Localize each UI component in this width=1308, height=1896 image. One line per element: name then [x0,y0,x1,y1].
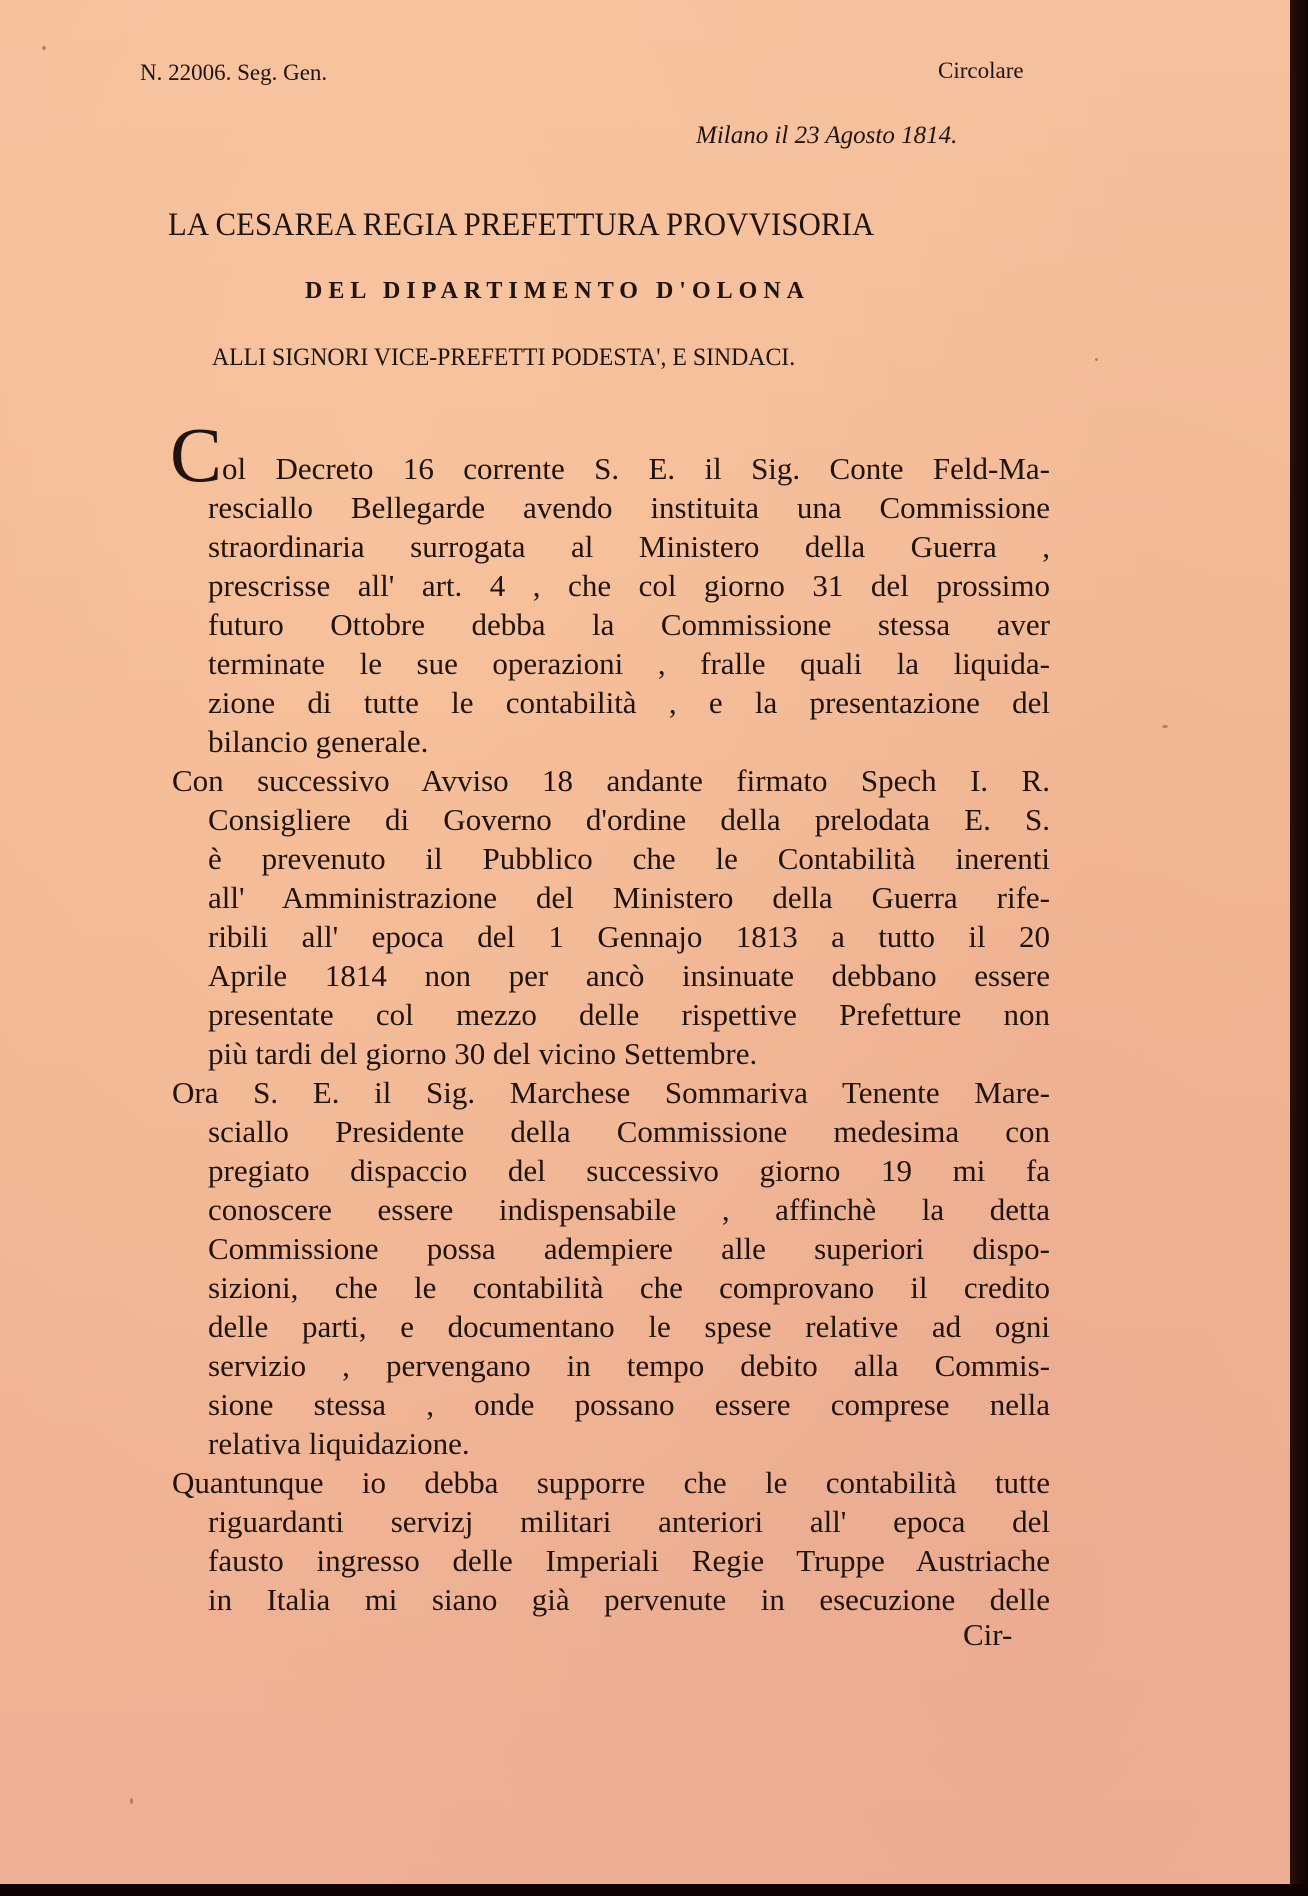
body-line: straordinaria surrogata al Ministero della Guerra , [208,529,1050,564]
body-line: Ora S. E. il Sig. Marchese Sommariva Tenente Mare- [172,1075,1050,1110]
dateline: Milano il 23 Agosto 1814. [696,122,958,149]
body-line: ribili all' epoca del 1 Gennajo 1813 a tutto il 20 [208,919,1050,954]
body-line: zione di tutte le contabilità , e la presentazione del [208,685,1050,720]
document-type: Circolare [938,58,1024,83]
body-line: bilancio generale. [208,724,429,759]
scan-edge-right [1290,0,1308,1896]
body-line: pregiato dispaccio del successivo giorno 19 mi fa [208,1153,1050,1188]
body-line: Con successivo Avviso 18 andante firmato Spech I. R. [172,763,1050,798]
body-line: delle parti, e documentano le spese relative ad ogni [208,1309,1050,1344]
body-line: riguardanti servizj militari anteriori all' epoca del [208,1504,1050,1539]
body-line: terminate le sue operazioni , fralle quali la liquida- [208,646,1050,681]
body-line: servizio , pervengano in tempo debito alla Commis- [208,1348,1050,1383]
title-authority: LA CESAREA REGIA PREFETTURA PROVVISORIA [168,207,875,243]
catchword: Cir- [963,1617,1013,1652]
body-line: relativa liquidazione. [208,1426,470,1461]
body-line: Commissione possa adempiere alle superiori dispo- [208,1231,1050,1266]
body-line: ol Decreto 16 corrente S. E. il Sig. Conte Feld-Ma- [222,451,1050,486]
body-line: sciallo Presidente della Commissione medesima con [208,1114,1050,1149]
body-line: conoscere essere indispensabile , affinchè la detta [208,1192,1050,1227]
scan-edge-bottom [0,1884,1308,1896]
body-line: sione stessa , onde possano essere comprese nella [208,1387,1050,1422]
body-line: presentate col mezzo delle rispettive Prefetture non [208,997,1050,1032]
body-line: futuro Ottobre debba la Commissione stessa aver [208,607,1050,642]
body-line: è prevenuto il Pubblico che le Contabilità inerenti [208,841,1050,876]
paper-speck [130,1798,133,1804]
body-line: Consigliere di Governo d'ordine della prelodata E. S. [208,802,1050,837]
paper-speck [42,46,46,50]
body-line: Quantunque io debba supporre che le contabilità tutte [172,1465,1050,1500]
paper-speck [1162,725,1168,728]
reference-number: N. 22006. Seg. Gen. [140,60,328,85]
body-line: resciallo Bellegarde avendo instituita una Commissione [208,490,1050,525]
paper-speck [1095,358,1098,361]
body-line: fausto ingresso delle Imperiali Regie Truppe Austriache [208,1543,1050,1578]
body-line: in Italia mi siano già pervenute in esecuzione delle [208,1582,1050,1617]
title-addressees: ALLI SIGNORI VICE-PREFETTI PODESTA', E SINDACI. [212,344,796,371]
body-line: Aprile 1814 non per ancò insinuate debbano essere [208,958,1050,993]
drop-cap: C [170,411,223,498]
body-line: all' Amministrazione del Ministero della Guerra rife- [208,880,1050,915]
body-line: sizioni, che le contabilità che comprovano il credito [208,1270,1050,1305]
title-department: DEL DIPARTIMENTO D'OLONA [305,278,810,304]
body-line: prescrisse all' art. 4 , che col giorno 31 del prossimo [208,568,1050,603]
body-line: più tardi del giorno 30 del vicino Settembre. [208,1036,758,1071]
